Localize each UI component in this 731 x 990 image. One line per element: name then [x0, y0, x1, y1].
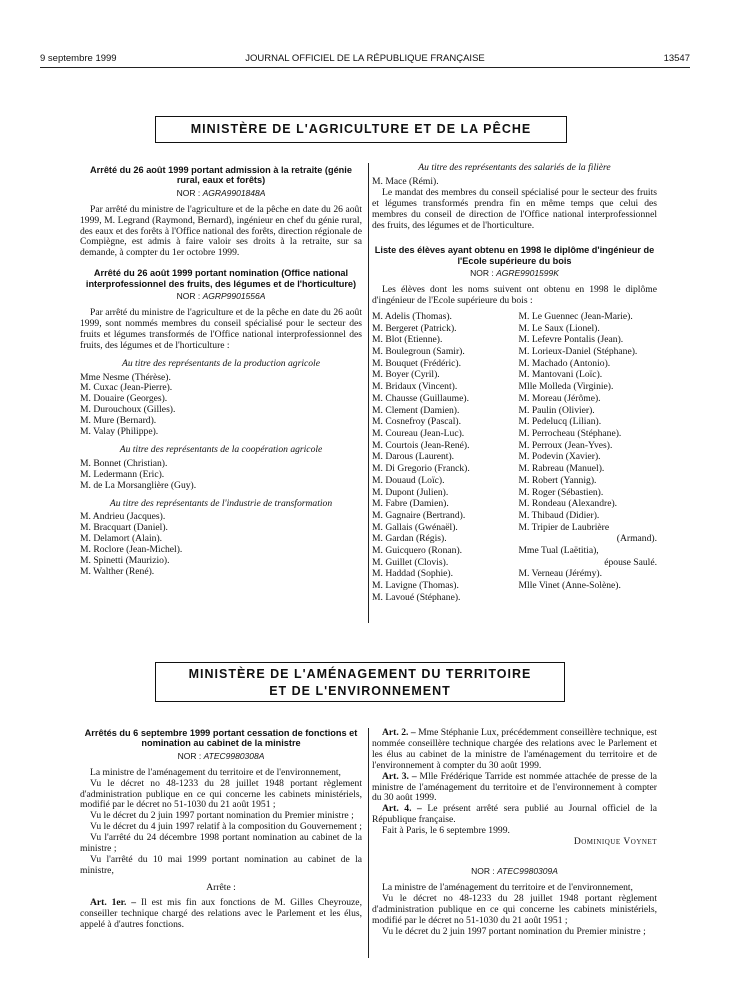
header-page-number: 13547 [663, 53, 690, 64]
list-item: M. Durouchoux (Gilles). [80, 404, 176, 416]
list-item: M. Pedelucq (Lilian). [518, 416, 602, 428]
ministry-agriculture-heading: MINISTÈRE DE L'AGRICULTURE ET DE LA PÊCHE [155, 116, 567, 143]
list-item: M. Mantovani (Loïc). [518, 369, 603, 381]
column-separator [368, 163, 369, 623]
list-item: M. Chausse (Guillaume). [372, 392, 469, 404]
left-column-bottom [80, 728, 362, 930]
arrete-nomination-title: Arrêté du 26 août 1999 portant nomination (Office national interprofessionnel des fruits, des légumes et de l'horticulture) [85, 268, 357, 289]
list-item: M. Robert (Yannig). [518, 474, 597, 486]
list-item: Mme Tual (Laëtitia), [518, 545, 599, 557]
section-production-agricole: Au titre des représentants de la production agricole [122, 357, 320, 369]
article-2: Art. 2. – Mme Stéphanie Lux, précédemment conseillère technique, est nommée conseillère technique chargée des relations avec le Parlement et les élus au cabinet de la ministre de l'aménagement du territoire et de l'environnement à compter du 30 août 1999. [372, 727, 657, 771]
column-separator-bottom [368, 728, 369, 958]
list-item: M. Adelis (Thomas). [372, 310, 452, 322]
list-item: M. Gardan (Régis). [372, 533, 447, 545]
page-header [40, 53, 690, 67]
list-item: M. Bonnet (Christian). [80, 457, 168, 469]
list-item: M. Cosnefroy (Pascal). [372, 416, 461, 428]
list-item: M. Machado (Antonio). [518, 357, 611, 369]
list-item: M. Perroux (Jean-Yves). [518, 439, 613, 451]
second-arrete-nor: NOR : ATEC9980309A [471, 865, 558, 876]
section-industrie-transformation: Au titre des représentants de l'industrie de transformation [109, 497, 333, 509]
list-item: M. Gallais (Gwénaël). [372, 521, 458, 533]
arrete-retraite-text: Par arrêté du ministre de l'agriculture et de la pêche en date du 26 août 1999, M. Legrand (Raymond, Bernard), ingénieur en chef du génie rural, des eaux et des forêts à l'Office national des forêts, direction régionale de Compiègne, est admis à faire valoir ses droits à la retraite, sur sa demande, à compter du 1er octobre 1999. [80, 203, 362, 259]
eleves-list-right [511, 311, 658, 604]
right-column-top [372, 163, 657, 604]
list-item: M. Andrieu (Jacques). [80, 511, 166, 523]
second-visa-ministre: La ministre de l'aménagement du territoire et de l'environnement, [382, 881, 633, 893]
visa-decret-1948: Vu le décret no 48-1233 du 28 juillet 1948 portant règlement d'administration publique en ce qui concerne les cabinets ministériels, modifié par le décret no 51-1030 du 21 août 1951 ; [80, 777, 362, 811]
ministry-amenagement-line2: ET DE L'ENVIRONNEMENT [269, 684, 451, 698]
visa-ministre: La ministre de l'aménagement du territoire et de l'environnement, [90, 766, 341, 778]
section-salaries-filiere: Au titre des représentants des salariés de la filière [418, 162, 611, 173]
arrete-retraite-title: Arrêté du 26 août 1999 portant admission à la retraite (génie rural, eaux et forêts) [90, 165, 352, 186]
list-item: M. Verneau (Jérémy). [518, 568, 602, 580]
list-item: M. Darous (Laurent). [372, 451, 455, 463]
second-visa-premier-ministre: Vu le décret du 2 juin 1997 portant nomination du Premier ministre ; [382, 925, 646, 937]
visa-arrete-1999: Vu l'arrêté du 10 mai 1999 portant nomination au cabinet de la ministre, [80, 853, 362, 876]
list-item: M. Lavoué (Stéphane). [372, 591, 461, 603]
header-date: 9 septembre 1999 [40, 53, 117, 64]
list-item: M. Le Saux (Lionel). [518, 322, 600, 334]
arrete-label: Arrête : [206, 881, 236, 893]
section-cooperation-agricole: Au titre des représentants de la coopération agricole [119, 443, 323, 455]
fait-a-paris: Fait à Paris, le 6 septembre 1999. [382, 825, 510, 837]
list-item: M. Paulin (Olivier). [518, 404, 595, 416]
list-item: M. Mace (Rémi). [372, 175, 439, 187]
list-item: M. Mure (Bernard). [80, 415, 157, 427]
list-item: M. Podevin (Xavier). [518, 451, 601, 463]
second-visa-decret-1948: Vu le décret no 48-1233 du 28 juillet 1948 portant règlement d'administration publique en ce qui concerne les cabinets ministériels, modifié par le décret no 51-1030 du 21 août 1951 ; [372, 892, 657, 926]
list-item: M. Coureau (Jean-Luc). [372, 428, 465, 439]
list-item: M. Gagnaire (Bertrand). [372, 509, 466, 521]
ministry-amenagement-heading [155, 662, 565, 702]
list-item: Mlle Vinet (Anne-Solène). [518, 580, 621, 592]
list-item: M. Perrocheau (Stéphane). [518, 428, 622, 439]
list-item: M. Ledermann (Eric). [80, 468, 165, 480]
list-item: M. Bracquart (Daniel). [80, 522, 168, 534]
list-industrie-transformation [80, 512, 362, 577]
arrete-retraite-nor: NOR : AGRA9901848A [176, 187, 266, 198]
list-item: M. Douaud (Loïc). [372, 474, 445, 486]
eleves-list [372, 311, 657, 604]
list-item: Mlle Molleda (Virginie). [518, 381, 614, 393]
list-item: M. Spinetti (Maurizio). [80, 555, 170, 567]
left-column-top [80, 165, 362, 578]
liste-eleves-intro: Les élèves dont les noms suivent ont obtenu en 1998 le diplôme d'ingénieur de l'Ecole supérieure du bois : [372, 284, 657, 307]
arrete-nomination-text: Par arrêté du ministre de l'agriculture et de la pêche en date du 26 août 1999, sont nommés membres du conseil spécialisé pour le secteur des fruits et légumes transformés de l'Office national interprofessionnel des fruits, des légumes et de l'horticulture : [80, 306, 362, 351]
list-item: M. Cuxac (Jean-Pierre). [80, 382, 173, 394]
list-production-agricole [80, 373, 362, 438]
list-item: M. Courtois (Jean-René). [372, 439, 470, 451]
list-item: M. Clement (Damien). [372, 404, 460, 416]
list-item: M. Fabre (Damien). [372, 498, 449, 510]
list-cooperation-agricole [80, 459, 362, 492]
list-item: M. Boyer (Cyril). [372, 369, 440, 381]
list-item: Mme Nesme (Thérèse). [80, 371, 171, 383]
list-item: M. Thibaud (Didier). [518, 509, 600, 521]
list-item: M. Boulegroun (Samir). [372, 346, 465, 358]
ministry-amenagement-line1: MINISTÈRE DE L'AMÉNAGEMENT DU TERRITOIRE [188, 667, 532, 681]
list-item: (Armand). [616, 533, 657, 545]
list-item: M. Dupont (Julien). [372, 486, 449, 498]
list-item: M. Guillet (Clovis). [372, 556, 449, 568]
article-4: Art. 4. – Le présent arrêté sera publié au Journal officiel de la République française. [372, 803, 657, 826]
list-item: M. Lavigne (Thomas). [372, 580, 459, 592]
list-item: M. Haddad (Sophie). [372, 568, 453, 580]
visa-decret-gouvernement: Vu le décret du 4 juin 1997 relatif à la composition du Gouvernement ; [90, 821, 362, 833]
list-item: M. Douaire (Georges). [80, 393, 168, 405]
article-1: Art. 1er. – Il est mis fin aux fonctions de M. Gilles Cheyrouze, conseiller technique chargé des relations avec le Parlement et les élus, appelé à d'autres fonctions. [80, 896, 362, 930]
list-item: épouse Saulé. [604, 556, 657, 568]
list-item: M. Valay (Philippe). [80, 426, 159, 438]
list-item: M. Bridaux (Vincent). [372, 381, 458, 393]
arrete-nomination-nor: NOR : AGRP9901556A [176, 291, 266, 302]
right-column-bottom [372, 728, 657, 937]
list-item: M. de La Morsanglière (Guy). [80, 479, 197, 491]
list-item: M. Di Gregorio (Franck). [372, 463, 470, 475]
list-item: M. Rondeau (Alexandre). [518, 498, 618, 510]
list-item: M. Walther (René). [80, 566, 155, 577]
list-item: M. Bergeret (Patrick). [372, 322, 457, 334]
list-item: M. Guicquero (Ronan). [372, 545, 463, 557]
list-item: M. Blot (Etienne). [372, 334, 443, 346]
list-item: M. Delamort (Alain). [80, 533, 163, 545]
liste-eleves-nor: NOR : AGRE9901599K [470, 268, 559, 279]
list-item: M. Roger (Sébastien). [518, 486, 604, 498]
list-item: M. Lefevre Pontalis (Jean). [518, 334, 624, 346]
signature: Dominique Voynet [573, 836, 657, 848]
eleves-list-left [372, 311, 511, 604]
list-item: M. Le Guennec (Jean-Marie). [518, 310, 633, 322]
liste-eleves-title: Liste des élèves ayant obtenu en 1998 le diplôme d'ingénieur de l'Ecole supérieure du bois [374, 245, 655, 266]
arretes-cabinet-nor: NOR : ATEC9980308A [177, 750, 265, 761]
header-rule [40, 67, 690, 68]
list-item: M. Lorieux-Daniel (Stéphane). [518, 346, 638, 358]
article-3: Art. 3. – Mlle Frédérique Tarride est nommée attachée de presse de la ministre de l'aménagement du territoire et de l'environnement à compter du 30 août 1999. [372, 770, 657, 804]
header-journal-title: JOURNAL OFFICIEL DE LA RÉPUBLIQUE FRANÇAISE [245, 53, 485, 64]
visa-decret-premier-ministre: Vu le décret du 2 juin 1997 portant nomination du Premier ministre ; [90, 810, 354, 822]
list-item: M. Tripier de Laubrière [518, 521, 610, 533]
arretes-cabinet-title: Arrêtés du 6 septembre 1999 portant cessation de fonctions et nomination au cabinet de la ministre [84, 728, 358, 749]
list-item: M. Roclore (Jean-Michel). [80, 544, 183, 556]
mandat-closing-text: Le mandat des membres du conseil spécialisé pour le secteur des fruits et légumes transformés prendra fin en même temps que celui des membres du conseil de direction de l'Office national interprofessionnel des fruits, des légumes et de l'horticulture. [372, 186, 657, 231]
list-item: M. Rabreau (Manuel). [518, 463, 605, 475]
list-item: M. Bouquet (Frédéric). [372, 357, 461, 369]
list-item: M. Moreau (Jérôme). [518, 392, 601, 404]
visa-arrete-1998: Vu l'arrêté du 24 décembre 1998 portant nomination au cabinet de la ministre ; [80, 832, 362, 855]
